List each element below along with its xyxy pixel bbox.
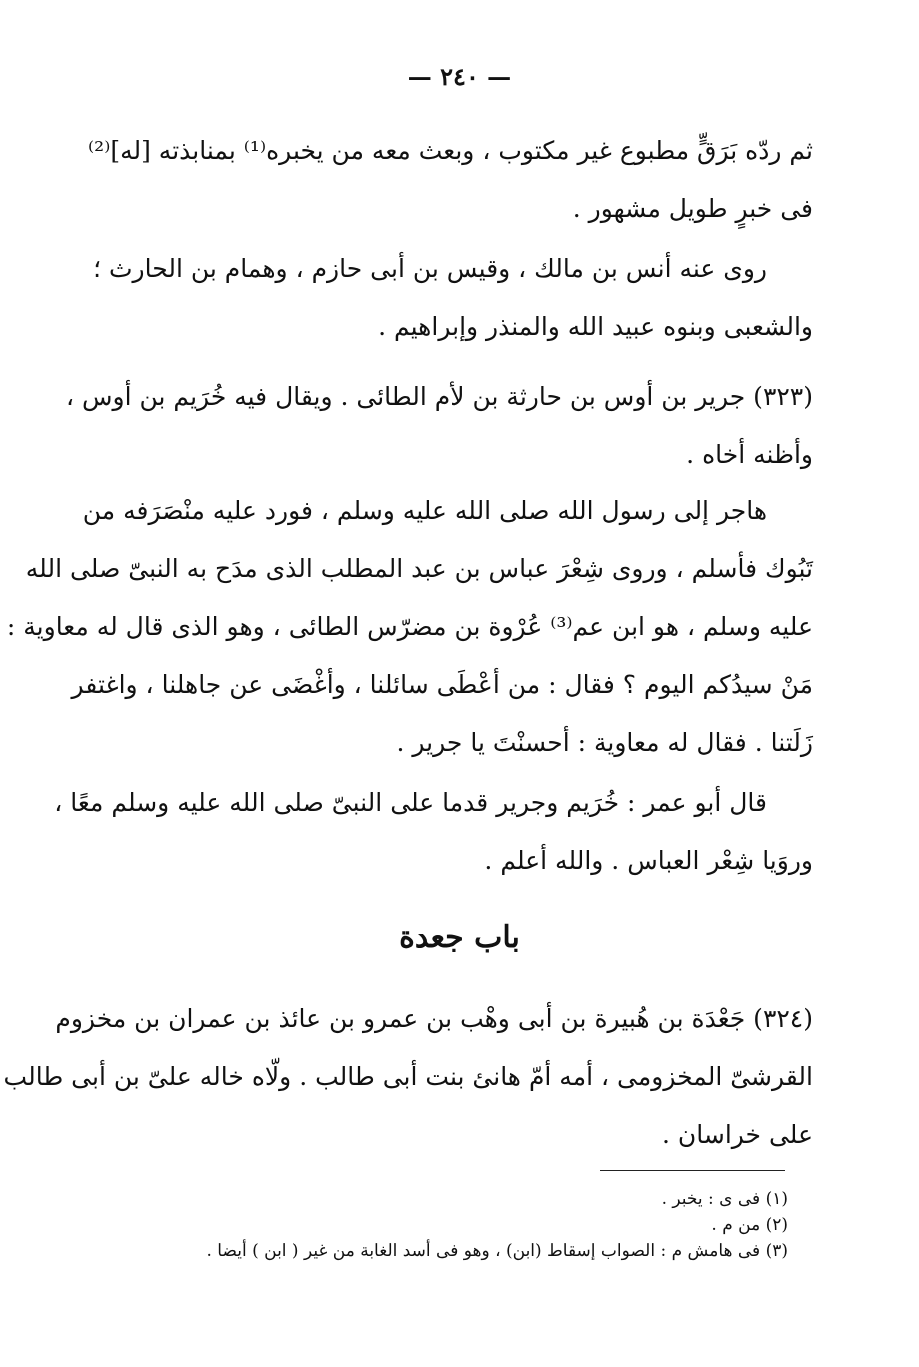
paragraph-2 bbox=[93, 240, 813, 356]
text-line: مَنْ سيدُكم اليوم ؟ فقال : من أعْطَى سائلنا ، وأغْضَى عن جاهلنا ، واغتفر bbox=[71, 670, 813, 699]
text-line: وأظنه أخاه . bbox=[686, 440, 813, 469]
text-line: القرشىّ المخزومى ، أمه أمّ هانئ بنت أبى طالب . ولّاه خاله علىّ بن أبى طالب bbox=[3, 1062, 813, 1091]
entry-324 bbox=[3, 990, 813, 1164]
page-number: — ٢٤٠ — bbox=[407, 62, 512, 91]
text-line: زَلَتنا . فقال له معاوية : أحسنْتَ يا جرير . bbox=[396, 728, 813, 757]
footnote: (٣) فى هامش م : الصواب إسقاط (ابن) ، وهو فى أسد الغابة من غير ( ابن ) أيضا . bbox=[206, 1241, 788, 1261]
section-heading: باب جعدة bbox=[399, 920, 520, 955]
text-line: (٣٢٤) جَعْدَة بن هُبيرة بن أبى وهْب بن عمرو بن عائذ بن عمران بن مخزوم bbox=[55, 1004, 813, 1033]
text-line: روى عنه أنس بن مالك ، وقيس بن أبى حازم ، وهمام بن الحارث ؛ bbox=[93, 254, 767, 283]
text-line: تَبُوك فأسلم ، وروى شِعْرَ عباس بن عبد المطلب الذى مدَح به النبىّ صلى الله bbox=[25, 554, 813, 583]
entry-323 bbox=[66, 368, 813, 484]
paragraph-5 bbox=[54, 774, 813, 890]
text-line: عليه وسلم ، هو ابن عم⁽³⁾ عُرْوة بن مضرّس الطائى ، وهو الذى قال له معاوية : bbox=[6, 612, 813, 641]
footnotes bbox=[128, 1186, 788, 1264]
text-line: وروَيا شِعْر العباس . والله أعلم . bbox=[484, 846, 813, 875]
text-line: ثم ردّه بَرَقٍّ مطبوع غير مكتوب ، وبعث معه من يخبره⁽¹⁾ بمنابذته [له]⁽²⁾ bbox=[88, 136, 813, 165]
footnote-divider bbox=[600, 1170, 785, 1171]
text-line: والشعبى وبنوه عبيد الله والمنذر وإبراهيم . bbox=[378, 312, 813, 341]
footnote: (٢) من م . bbox=[711, 1215, 788, 1235]
text-line: فى خبرٍ طويل مشهور . bbox=[572, 194, 813, 223]
text-line: هاجر إلى رسول الله صلى الله عليه وسلم ، فورد عليه منْصَرَفه من bbox=[82, 496, 767, 525]
paragraph-4 bbox=[6, 482, 813, 772]
footnote: (١) فى ى : يخبر . bbox=[661, 1189, 788, 1209]
text-line: (٣٢٣) جرير بن أوس بن حارثة بن لأم الطائى . ويقال فيه خُرَيم بن أوس ، bbox=[66, 382, 813, 411]
text-line: قال أبو عمر : خُرَيم وجرير قدما على النبىّ صلى الله عليه وسلم معًا ، bbox=[54, 788, 767, 817]
text-line: على خراسان . bbox=[662, 1120, 813, 1149]
paragraph-1 bbox=[88, 122, 813, 238]
